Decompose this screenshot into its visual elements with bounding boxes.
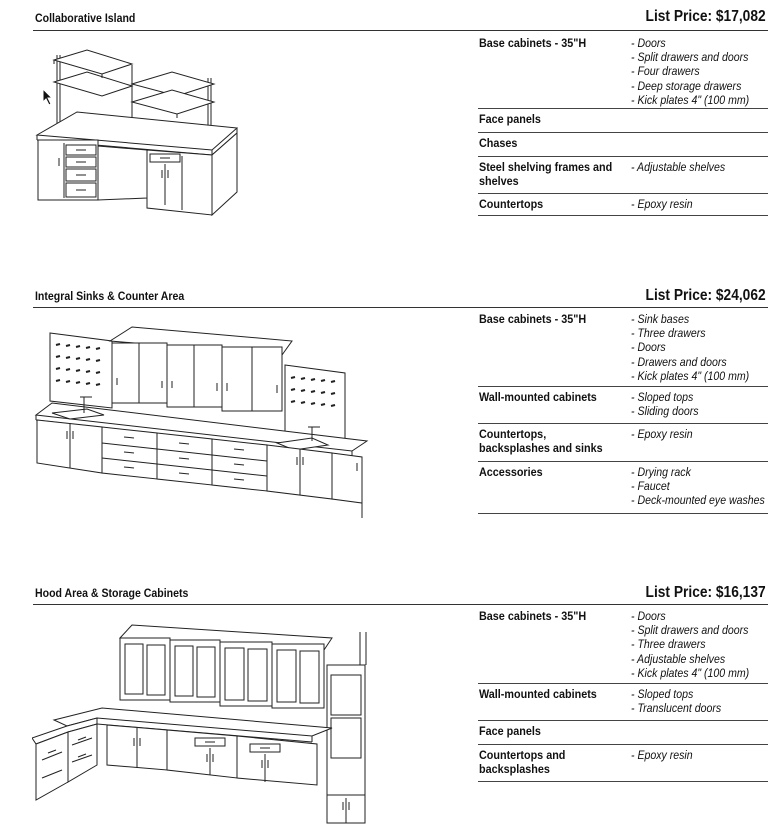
spec-item: - Sloped tops (631, 390, 694, 404)
spec-label: Face panels (479, 724, 541, 738)
lab-island-drawing (32, 40, 247, 230)
spec-item: - Epoxy resin (631, 748, 693, 762)
spec-item: - Translucent doors (631, 701, 722, 716)
spec-label: Chases (479, 136, 518, 150)
spec-label: Face panels (479, 112, 541, 126)
spec-row (478, 33, 768, 109)
spec-item: - Four drawers (631, 64, 700, 79)
spec-label: Countertops, backsplashes and sinks (479, 427, 603, 455)
spec-item: - Deep storage drawers (631, 78, 742, 93)
spec-label: Accessories (479, 465, 543, 479)
spec-row (478, 133, 768, 157)
spec-label: Base cabinets - 35"H (479, 36, 587, 50)
mouse-pointer-icon (42, 88, 54, 106)
spec-item: - Kick plates 4" (100 mm) (631, 665, 750, 680)
spec-item: - Doors (631, 340, 666, 355)
spec-item: - Drawers and doors (631, 354, 727, 369)
section-divider (33, 30, 768, 31)
spec-items (631, 609, 776, 680)
spec-item: - Epoxy resin (631, 197, 693, 211)
list-price: List Price: $17,082 (645, 8, 766, 25)
spec-row (478, 194, 768, 216)
section-divider (33, 604, 768, 605)
spec-table (478, 606, 768, 782)
spec-row (478, 387, 768, 424)
spec-item: - Kick plates 4" (100 mm) (631, 368, 750, 383)
section-title: Integral Sinks & Counter Area (35, 289, 185, 303)
spec-items (631, 197, 776, 211)
spec-items (631, 427, 776, 441)
spec-row (478, 745, 768, 782)
spec-items (631, 160, 776, 174)
spec-label: Wall-mounted cabinets (479, 390, 597, 404)
spec-label: Wall-mounted cabinets (479, 687, 597, 701)
spec-table (478, 33, 768, 216)
spec-item: - Kick plates 4" (100 mm) (631, 92, 750, 107)
section-title: Collaborative Island (35, 11, 136, 25)
spec-item: - Drying rack (631, 465, 691, 479)
section-divider (33, 307, 768, 308)
spec-item: - Sliding doors (631, 404, 699, 419)
hood-storage-drawing (32, 620, 372, 825)
spec-item: - Three drawers (631, 637, 706, 652)
spec-label: Countertops (479, 197, 544, 211)
spec-items (631, 312, 776, 383)
spec-row (478, 424, 768, 462)
spec-row (478, 157, 768, 194)
spec-items (631, 465, 776, 508)
spec-item: - Deck-mounted eye washes (631, 493, 765, 508)
spec-row (478, 109, 768, 133)
sink-counter-drawing (32, 323, 372, 523)
spec-row (478, 606, 768, 684)
spec-item: - Sink bases (631, 312, 690, 326)
spec-label: Steel shelving frames and shelves (479, 160, 613, 188)
section-title: Hood Area & Storage Cabinets (35, 586, 189, 600)
spec-item: - Adjustable shelves (631, 160, 726, 174)
spec-items (631, 748, 776, 762)
spec-label: Countertops and backsplashes (479, 748, 566, 776)
spec-item: - Split drawers and doors (631, 623, 749, 638)
spec-items (631, 36, 776, 107)
spec-item: - Split drawers and doors (631, 50, 749, 65)
spec-row (478, 462, 768, 514)
spec-item: - Sloped tops (631, 687, 694, 701)
spec-item: - Adjustable shelves (631, 651, 726, 666)
list-price: List Price: $24,062 (645, 287, 766, 304)
spec-row (478, 309, 768, 387)
spec-items (631, 687, 776, 715)
spec-row (478, 721, 768, 745)
spec-item: - Faucet (631, 479, 670, 494)
spec-row (478, 684, 768, 721)
spec-item: - Doors (631, 609, 666, 623)
spec-item: - Doors (631, 36, 666, 50)
spec-item: - Three drawers (631, 326, 706, 341)
spec-items (631, 390, 776, 418)
spec-item: - Epoxy resin (631, 427, 693, 441)
list-price: List Price: $16,137 (645, 584, 766, 601)
spec-label: Base cabinets - 35"H (479, 609, 587, 623)
spec-label: Base cabinets - 35"H (479, 312, 587, 326)
spec-table (478, 309, 768, 514)
